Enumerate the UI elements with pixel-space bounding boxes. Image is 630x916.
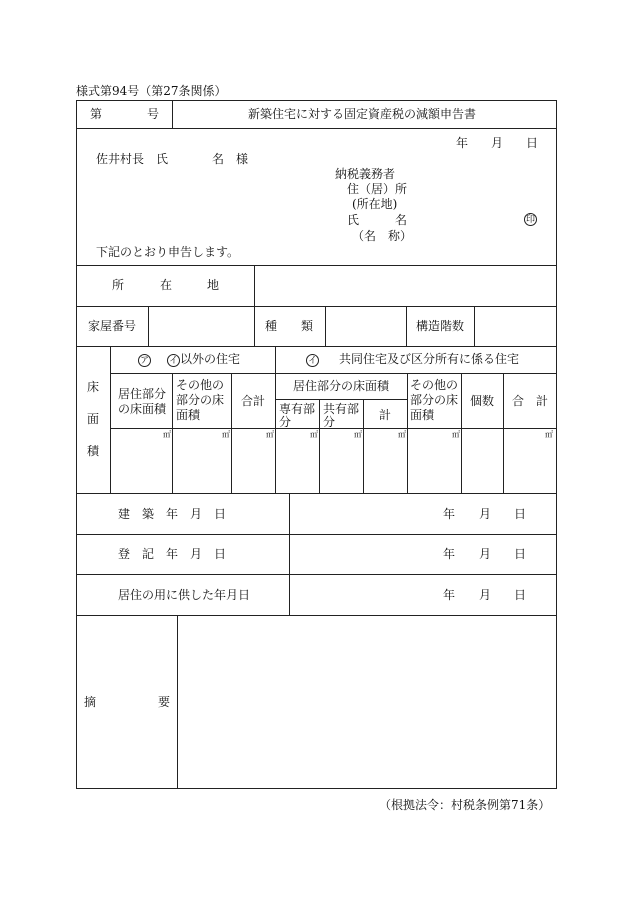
house-number-label: 家屋番号 bbox=[88, 319, 137, 333]
residence-month: 月 bbox=[479, 588, 492, 602]
divider bbox=[254, 265, 255, 306]
divider bbox=[406, 306, 407, 346]
divider bbox=[474, 306, 475, 346]
col-other-b-1: その他の bbox=[410, 378, 459, 392]
unit-sqm: ㎡ bbox=[545, 430, 553, 439]
col-residence-group: 居住部分の床面積 bbox=[292, 379, 389, 393]
registration-year: 年 bbox=[443, 547, 456, 561]
col-other-b-3: 面積 bbox=[410, 408, 435, 422]
form-frame bbox=[76, 100, 557, 789]
date-day: 日 bbox=[526, 136, 539, 150]
address-label: 住（居）所 bbox=[347, 182, 408, 196]
mark-i-icon: イ bbox=[307, 356, 317, 366]
remarks-label-b: 要 bbox=[158, 695, 171, 709]
construction-year: 年 bbox=[443, 507, 456, 521]
divider bbox=[76, 265, 557, 266]
divider bbox=[110, 346, 111, 493]
divider bbox=[172, 373, 173, 493]
divider bbox=[325, 306, 326, 346]
divider bbox=[407, 373, 408, 493]
divider bbox=[76, 346, 557, 347]
divider bbox=[76, 128, 557, 129]
legal-basis: （根拠法令：村税条例第71条） bbox=[379, 798, 551, 812]
divider bbox=[172, 100, 173, 128]
location-char-3: 地 bbox=[207, 278, 220, 292]
unit-sqm: ㎡ bbox=[354, 430, 362, 439]
name-label-a: 氏 bbox=[347, 213, 360, 227]
floor-area-side-3: 積 bbox=[86, 444, 99, 458]
location-char-2: 在 bbox=[160, 278, 173, 292]
unit-sqm: ㎡ bbox=[452, 430, 460, 439]
addressee-honorific: 名 様 bbox=[212, 152, 249, 166]
col-count: 個数 bbox=[469, 394, 494, 408]
addressee-name: 佐井村長 氏 bbox=[96, 152, 169, 166]
divider bbox=[177, 615, 178, 789]
group-a-label: 以外の住宅 bbox=[180, 352, 241, 366]
mark-a-icon: ア bbox=[139, 356, 149, 366]
divider bbox=[110, 373, 557, 374]
divider bbox=[275, 346, 276, 493]
intro-text: 下記のとおり申告します。 bbox=[96, 245, 240, 259]
divider bbox=[275, 399, 407, 400]
construction-date-label: 建 築 年 月 日 bbox=[118, 507, 227, 521]
divider bbox=[503, 373, 504, 493]
col-other-area-2: 部分の床 bbox=[176, 393, 225, 407]
divider bbox=[76, 534, 557, 535]
divider bbox=[319, 399, 320, 493]
unit-sqm: ㎡ bbox=[163, 430, 171, 439]
name-label-b: 名 bbox=[395, 213, 408, 227]
col-total-a: 合計 bbox=[240, 394, 265, 408]
floor-area-side-1: 床 bbox=[86, 380, 99, 394]
construction-month: 月 bbox=[479, 507, 492, 521]
col-residence-area-1: 居住部分 bbox=[118, 387, 167, 401]
divider bbox=[76, 615, 557, 616]
kind-label: 種 類 bbox=[265, 319, 314, 333]
col-other-b-2: 部分の床 bbox=[410, 393, 459, 407]
group-a-heading bbox=[138, 353, 240, 367]
name-alt-label: （名 称） bbox=[352, 229, 413, 243]
location-char-1: 所 bbox=[112, 278, 125, 292]
registration-month: 月 bbox=[479, 547, 492, 561]
address-alt-label: (所在地) bbox=[352, 197, 398, 211]
group-b-heading bbox=[306, 353, 519, 367]
unit-sqm: ㎡ bbox=[398, 430, 406, 439]
residence-day: 日 bbox=[514, 588, 527, 602]
col-common-1: 共有部 bbox=[323, 402, 360, 416]
number-suffix: 号 bbox=[147, 107, 160, 121]
col-other-area-3: 面積 bbox=[176, 408, 201, 422]
col-other-area-1: その他の bbox=[176, 378, 225, 392]
floor-area-side-2: 面 bbox=[86, 412, 99, 426]
divider bbox=[461, 373, 462, 493]
taxpayer-heading: 納税義務者 bbox=[335, 167, 396, 181]
col-exclusive-2: 分 bbox=[279, 415, 292, 429]
residence-start-date-label: 居住の用に供した年月日 bbox=[118, 588, 251, 602]
unit-sqm: ㎡ bbox=[222, 430, 230, 439]
col-exclusive-1: 専有部 bbox=[279, 402, 316, 416]
construction-day: 日 bbox=[514, 507, 527, 521]
col-residence-area-2: の床面積 bbox=[118, 402, 167, 416]
col-common-2: 分 bbox=[323, 415, 336, 429]
group-b-label: 共同住宅及び区分所有に係る住宅 bbox=[339, 352, 520, 366]
divider bbox=[76, 493, 557, 494]
col-total-b: 合 計 bbox=[511, 394, 548, 408]
col-subtotal: 計 bbox=[378, 408, 391, 422]
divider bbox=[289, 493, 290, 615]
date-year: 年 bbox=[456, 136, 469, 150]
divider bbox=[231, 373, 232, 493]
remarks-label-a: 摘 bbox=[84, 695, 97, 709]
registration-date-label: 登 記 年 月 日 bbox=[118, 547, 227, 561]
unit-sqm: ㎡ bbox=[310, 430, 318, 439]
residence-year: 年 bbox=[443, 588, 456, 602]
registration-day: 日 bbox=[514, 547, 527, 561]
floors-label: 構造階数 bbox=[416, 319, 465, 333]
number-prefix: 第 bbox=[90, 107, 103, 121]
divider bbox=[254, 306, 255, 346]
form-number-label: 様式第94号（第27条関係） bbox=[76, 84, 227, 98]
unit-sqm: ㎡ bbox=[266, 430, 274, 439]
divider bbox=[76, 574, 557, 575]
seal-mark: 印 bbox=[525, 215, 535, 225]
date-month: 月 bbox=[491, 136, 504, 150]
form-title: 新築住宅に対する固定資産税の減額申告書 bbox=[248, 107, 477, 121]
mark-i-icon: イ bbox=[168, 356, 178, 366]
divider bbox=[148, 306, 149, 346]
